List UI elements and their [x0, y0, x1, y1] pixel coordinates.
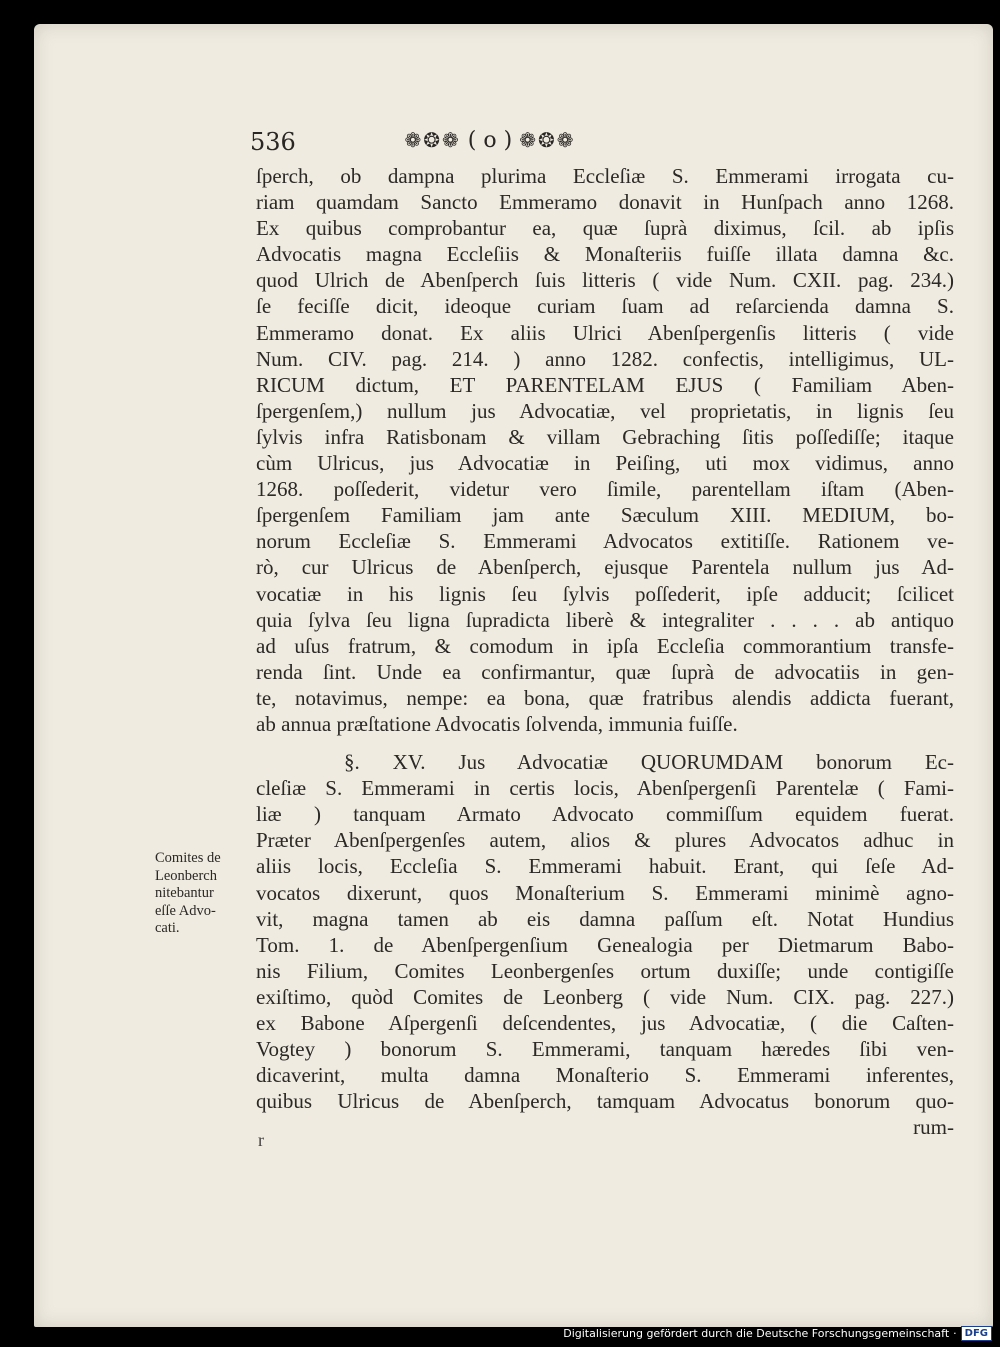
fleuron-right-icon: ❁❂❁	[519, 128, 576, 152]
margin-note-line: Leonberch	[155, 867, 217, 884]
section-heading-line: §. XV. Jus Advocatiæ QUORUMDAM bonorum Ec-	[344, 750, 954, 775]
text-line: Vogtey ) bonorum S. Emmerami, tanquam hæredes ſibi ven-	[256, 1037, 954, 1062]
text-line: Emmeramo donat. Ex aliis Ulrici Abenſpergenſis litteris ( vide	[256, 320, 954, 345]
credit-text: Digitalisierung gefördert durch die Deutsche Forschungsgemeinschaft	[563, 1327, 950, 1340]
margin-note-line: nitebantur	[155, 885, 214, 901]
margin-note-line: eſſe Advo-	[155, 902, 216, 919]
text-line: ab annua præſtatione Advocatis ſolvenda, immunia fuiſſe.	[256, 711, 738, 736]
text-line: ſpergenſem,) nullum jus Advocatiæ, vel proprietatis, in lignis ſeu	[256, 398, 954, 423]
catchword: rum-	[913, 1115, 954, 1140]
text-line: Tom. 1. de Abenſpergenſium Genealogia per Dietmarum Babo-	[256, 932, 954, 957]
text-line: quod Ulrich de Abenſperch ſuis litteris ( vide Num. CXII. pag. 234.)	[256, 268, 954, 293]
stray-mark: r	[258, 1130, 264, 1150]
fleuron-left-icon: ❁❂❁	[404, 128, 461, 152]
text-line: aliis locis, Eccleſia S. Emmerami habuit. Erant, qui ſeſe Ad-	[256, 854, 954, 879]
text-line: riam quamdam Sancto Emmeramo donavit in Hunſpach anno 1268.	[256, 190, 954, 215]
text-line: norum Eccleſiæ S. Emmerami Advocatos extitiſſe. Rationem ve-	[256, 529, 954, 554]
text-line: cleſiæ S. Emmerami in certis locis, Abenſpergenſi Parentelæ ( Fami-	[256, 776, 954, 801]
text-line: liæ ) tanquam Armato Advocato commiſſum equidem fuerat.	[256, 802, 954, 827]
page-number: 536	[250, 128, 296, 156]
text-line: Ex quibus comprobantur ea, quæ ſuprà diximus, ſcil. ab ipſis	[256, 216, 954, 241]
text-line: te, notavimus, nempe: ea bona, quæ fratribus alendis addicta fuerant,	[256, 685, 954, 710]
separator: ·	[953, 1327, 957, 1340]
page-header	[250, 128, 720, 162]
text-line: ſe feciſſe dicit, ideoque curiam ſuam ad reſarcienda damna S.	[256, 294, 954, 319]
header-ornament	[405, 128, 576, 153]
body-text	[256, 163, 954, 1140]
text-line: rò, cur Ulricus de Abenſperch, ejusque Parentela nullum jus Ad-	[256, 555, 954, 580]
text-line: cùm Ulricus, jus Advocatiæ in Peiſing, uti mox vidimus, anno	[256, 451, 954, 476]
text-line: dicaverint, multa damna Monaſterio S. Emmerami inferentes,	[256, 1063, 954, 1088]
text-line: 1268. poſſederit, videtur vero ſimile, parentellam iſtam (Aben-	[256, 477, 954, 502]
text-line: exiſtimo, quòd Comites de Leonberg ( vide Num. CIX. pag. 227.)	[256, 984, 954, 1009]
running-title: ( o )	[467, 128, 513, 153]
text-line: ad uſus fratrum, & comodum in ipſa Eccleſia commorantium transfe-	[256, 633, 954, 658]
text-line: vocatiæ in his lignis ſeu ſylvis poſſederit, ipſe adducit; ſcilicet	[256, 581, 954, 606]
text-line: Num. CIV. pag. 214. ) anno 1282. confectis, intelligimus, UL-	[256, 346, 954, 371]
text-line: ſperch, ob dampna plurima Eccleſiæ S. Emmerami irrogata cu-	[256, 164, 954, 188]
paragraph-gap	[256, 737, 954, 749]
text-line: vit, magna tamen ab eis damna paſſum eſt. Notat Hundius	[256, 906, 954, 931]
text-line: nis Filium, Comites Leonbergenſes ortum duxiſſe; unde contigiſſe	[256, 958, 954, 983]
margin-note-line: cati.	[155, 920, 180, 936]
text-line: ſylvis infra Ratisbonam & villam Gebraching ſitis poſſediſſe; itaque	[256, 424, 954, 449]
text-line: quibus Ulricus de Abenſperch, tamquam Advocatus bonorum quo-	[256, 1089, 954, 1114]
dfg-logo-icon[interactable]: DFG	[961, 1326, 992, 1341]
text-line: quia ſylva ſeu ligna ſupradicta liberè & integraliter . . . . ab antiquo	[256, 607, 954, 632]
margin-note-line: Comites de	[155, 850, 221, 866]
text-line: Præter Abenſpergenſes autem, alios & plures Advocatos adhuc in	[256, 828, 954, 853]
footer-credit	[563, 1326, 992, 1341]
text-line: ex Babone Aſpergenſi deſcendentes, jus Advocatiæ, ( die Caſten-	[256, 1011, 954, 1035]
text-line: vocatos dixerunt, quos Monaſterium S. Emmerami minimè agno-	[256, 880, 954, 905]
text-line: renda ſint. Unde ea confirmantur, quæ ſuprà de advocatiis in gen-	[256, 659, 954, 684]
text-line: ſpergenſem Familiam jam ante Sæculum XIII. MEDIUM, bo-	[256, 503, 954, 528]
text-line: RICUM dictum, ET PARENTELAM EJUS ( Familiam Aben-	[256, 372, 954, 397]
margin-note	[155, 850, 251, 938]
text-line: Advocatis magna Eccleſiis & Monaſteriis fuiſſe illata damna &c.	[256, 242, 954, 267]
